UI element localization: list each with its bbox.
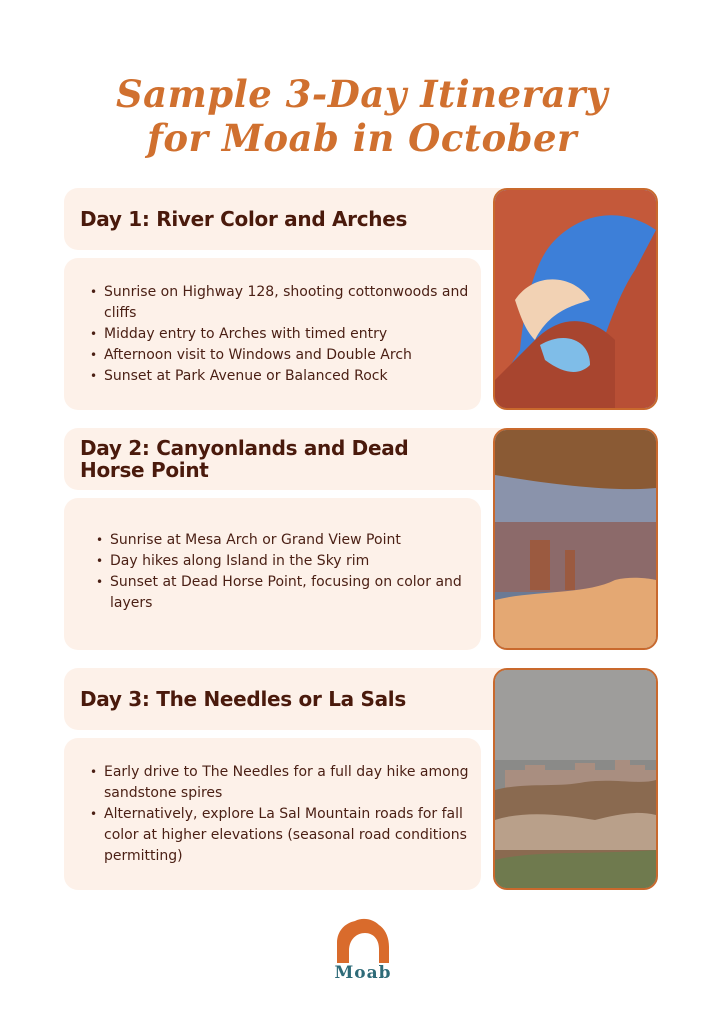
list-item: • Sunrise on Highway 128, shooting cottonwoods and cliffs <box>104 282 481 324</box>
day-2-heading-card <box>64 428 513 490</box>
title-line-2: for Moab in October <box>146 116 578 160</box>
day-1-heading: Day 1: River Color and Arches <box>80 207 408 231</box>
list-item: • Sunrise at Mesa Arch or Grand View Point <box>110 530 481 551</box>
needles-image <box>495 670 656 888</box>
page-title <box>0 72 724 160</box>
needles-photo <box>493 668 658 890</box>
list-item: • Midday entry to Arches with timed entry <box>104 324 481 345</box>
day-3-body-card <box>64 738 481 890</box>
moab-logo <box>333 915 393 987</box>
list-item: • Afternoon visit to Windows and Double Arch <box>104 345 481 366</box>
title-line-1: Sample 3-Day Itinerary <box>115 72 609 116</box>
day-1-body-card <box>64 258 481 410</box>
list-item: • Day hikes along Island in the Sky rim <box>110 551 481 572</box>
list-item: • Sunset at Park Avenue or Balanced Rock <box>104 366 481 387</box>
double-arch-image <box>495 190 656 408</box>
day-3-heading-card <box>64 668 513 730</box>
mesa-arch-image <box>495 430 656 648</box>
day-2-body-card <box>64 498 481 650</box>
list-item: • Early drive to The Needles for a full day hike among sandstone spires <box>104 762 481 804</box>
day-3-heading: Day 3: The Needles or La Sals <box>80 687 406 711</box>
list-item: • Alternatively, explore La Sal Mountain roads for fall color at higher elevations (seasonal road conditions permitting) <box>104 804 481 867</box>
day-1-heading-card <box>64 188 513 250</box>
list-item: • Sunset at Dead Horse Point, focusing on color and layers <box>110 572 481 614</box>
mesa-arch-photo <box>493 428 658 650</box>
day-2-list <box>64 530 481 614</box>
day-3-list <box>64 762 481 867</box>
day-2-heading: Day 2: Canyonlands and Dead Horse Point <box>80 436 409 482</box>
double-arch-photo <box>493 188 658 410</box>
arch-logo-icon <box>333 915 393 965</box>
logo-text: Moab <box>334 963 392 983</box>
day-1-list <box>64 282 481 387</box>
